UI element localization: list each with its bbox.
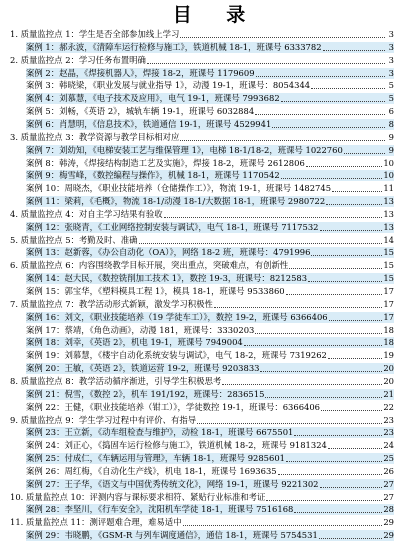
toc-entry-text: 3. 质量监控点 3：教学资源与教学目标相对应	[10, 131, 180, 142]
toc-page-number: 19	[383, 350, 394, 361]
toc-case-entry[interactable]	[26, 80, 394, 91]
toc-entry-text: 案例 4：刘慕慧，《电子技术及应用》，电气 19-1，班课号 7993682	[26, 93, 280, 104]
dot-leader	[281, 100, 385, 102]
toc-page-number: 3	[388, 67, 394, 78]
toc-case-entry[interactable]	[26, 479, 394, 490]
toc-entry-text: 案例 18：刘幸，《英语 2》，机电 19-1，班课号 7949004	[26, 337, 243, 348]
toc-page-number: 17	[383, 286, 394, 296]
dot-leader	[326, 203, 382, 205]
toc-page-number: 3	[388, 29, 394, 39]
dot-leader	[344, 152, 385, 154]
toc-entry-text: 案例 6：肖慧明，《信息技术》，铁道通信 19-1，班课号 4529941	[26, 118, 272, 129]
toc-entry-text: 案例 8：韩涛，《焊接结构制造工艺及实施》，焊接 18-2，班课号 2612806	[26, 157, 305, 168]
toc-case-entry[interactable]	[26, 312, 394, 323]
toc-entry-text: 案例 7：刘幼知，《电梯安装工艺与维保管理 1》，电梯 18-1/18-2，班课号 1022760	[26, 144, 343, 155]
toc-case-entry[interactable]	[26, 119, 394, 130]
toc-entry-text: 案例 12：张晓青，《工业网络控制安装与调试》，电气 18-1，班课号 7117532	[26, 221, 319, 232]
toc-section-entry[interactable]	[10, 55, 394, 66]
toc-entry-text: 8. 质量监控点 8：教学活动循序渐进，引导学生积极思考	[10, 375, 222, 386]
toc-case-entry[interactable]	[26, 402, 394, 413]
toc-page-number: 20	[383, 375, 394, 386]
toc-case-entry[interactable]	[26, 325, 394, 336]
toc-entry-text: 案例 3：韩晓梁，《职业发展与就业指导 1》，动漫 19-1，班课号：8054344	[26, 80, 311, 91]
dot-leader	[308, 280, 382, 282]
toc-page-number: 29	[383, 517, 394, 528]
dot-leader	[266, 499, 382, 501]
dot-leader	[180, 139, 385, 141]
dot-leader	[256, 75, 385, 77]
toc-page-number: 17	[383, 311, 394, 322]
dot-leader	[320, 229, 383, 231]
toc-case-entry[interactable]	[26, 106, 394, 117]
dot-leader	[286, 293, 383, 295]
toc-entry-text: 案例 5：刘畅，《英语 2》，城轨车辆 19-1，班课号 6032884	[26, 106, 255, 117]
toc-case-entry[interactable]	[26, 389, 394, 400]
dot-leader	[320, 486, 383, 488]
toc-page-number: 13	[383, 208, 394, 219]
dot-leader	[311, 254, 382, 256]
toc-case-entry[interactable]	[26, 427, 394, 438]
toc-entry-text: 案例 20：王敏，《英语 2》，铁道运营 19-2，班课号 9203833	[26, 363, 260, 374]
toc-entry-text: 案例 28：李坚川，《行车安全》，沈阳机车学徒 18-1，班课号 7516168	[26, 504, 294, 515]
toc-entry-text: 11. 质量监控点 11：测评题难合理，难易适中	[10, 517, 182, 528]
toc-page-number: 18	[383, 337, 394, 348]
dot-leader	[222, 383, 382, 385]
dot-leader	[323, 49, 385, 51]
toc-entry-text: 6. 质量监控点 6：内容围绕教学目标开展，突出重点，突破难点，有创新性	[10, 260, 289, 271]
toc-entry-text: 案例 11：梁莉，《毛概》，物流 18-1/动漫 18-1/大数据 18-1，班课号 2980722	[26, 196, 326, 207]
toc-entry-text: 案例 22：王健，《职业技能培养（钳工）》，学徒数控 19-1，班课号：6366406	[26, 401, 321, 412]
toc-entry-text: 案例 16：刘文，《职业技能培养（19 学徒车工）》，数控 19-2，班课号 6366406	[26, 311, 328, 322]
toc-page-number: 22	[383, 401, 394, 412]
toc-case-entry[interactable]	[26, 453, 394, 464]
dot-leader	[286, 460, 382, 462]
toc-entry-text: 案例 17：蔡靖，《角色动画》，动漫 181，班课号：3330203	[26, 324, 255, 335]
toc-section-entry[interactable]	[10, 29, 394, 40]
toc-entry-text: 案例 14：赵大民，《数控铣削加工技术 1》，数控 19-3，班课号：8212583	[26, 273, 308, 284]
dot-leader	[139, 242, 383, 244]
dot-leader	[306, 165, 383, 167]
toc-page-number: 17	[383, 298, 394, 309]
toc-page-number: 25	[383, 453, 394, 464]
toc-case-entry[interactable]	[26, 170, 394, 181]
toc-entry-text: 案例 26：周红梅，《自动化生产线》，机电 18-1，班课号 1693635	[26, 465, 277, 476]
toc-page-number: 24	[383, 440, 394, 451]
dot-leader	[294, 434, 382, 436]
toc-case-entry[interactable]	[26, 145, 394, 156]
toc-case-entry[interactable]	[26, 504, 394, 515]
toc-page-number: 3	[388, 54, 394, 65]
dot-leader	[255, 113, 385, 115]
toc-case-entry[interactable]	[26, 350, 394, 361]
toc-page-number: 10	[383, 170, 394, 181]
toc-case-entry[interactable]	[26, 183, 394, 194]
toc-entry-text: 1. 质量监控点 1：学生是否全部参加线上学习	[10, 29, 180, 39]
toc-entry-text: 案例 25：付成仁，《车辆运用与管理》，车辆 18-1，班课号 9285601	[26, 453, 285, 464]
dot-leader	[311, 87, 385, 89]
toc-case-entry[interactable]	[26, 93, 394, 104]
toc-entry-text: 案例 2：赵晶，《焊接机器人》，焊接 18-2，班课号 1179609	[26, 67, 255, 78]
dot-leader	[183, 524, 383, 526]
toc-entry-text: 10. 质量监控点 10：评测内容与课标要求相符、紧贴行业标准和考证	[10, 491, 266, 502]
toc-page-number: 18	[383, 324, 394, 335]
toc-page-number: 15	[383, 273, 394, 284]
toc-case-entry[interactable]	[26, 247, 394, 258]
toc-entry-text: 9. 质量监控点 9：学生学习过程中有评价、有指导	[10, 414, 197, 425]
dot-leader	[321, 409, 382, 411]
dot-leader	[319, 537, 383, 539]
toc-case-entry[interactable]	[26, 530, 394, 541]
toc-case-entry[interactable]	[26, 363, 394, 374]
toc-page-number: 15	[383, 260, 394, 271]
toc-page-number: 9	[388, 131, 394, 142]
toc-section-entry[interactable]	[10, 376, 394, 387]
dot-leader	[294, 511, 382, 513]
dot-leader	[197, 422, 382, 424]
toc-page-number: 5	[388, 80, 394, 91]
toc-entry-text: 案例 27：王子华，《语文与中国优秀传统文化》，网络 19-1，班课号 9221302	[26, 478, 319, 489]
toc-entry-text: 案例 21：倪雪，《数控 2》，机车 191/192，班课号：2836515	[26, 388, 265, 399]
toc-page-number: 9	[388, 144, 394, 155]
toc-page-number: 23	[383, 427, 394, 438]
dot-leader	[265, 396, 382, 398]
toc-page-number: 26	[383, 465, 394, 476]
page-title: 目 录	[172, 4, 260, 26]
toc-entry-text: 4. 质量监控点 4：对自主学习结果有验收	[10, 208, 163, 219]
dot-leader	[164, 216, 383, 218]
toc-entry-text: 案例 13：赵新蓉，《办公自动化（OA）》，网络 18-2 班，班课号：4791996	[26, 247, 311, 258]
toc-page-number: 11	[383, 183, 394, 194]
dot-leader	[244, 344, 383, 346]
toc-page-number: 13	[383, 196, 394, 207]
toc-section-entry[interactable]	[10, 415, 394, 426]
toc-page-number: 21	[383, 388, 394, 399]
toc-page-number: 23	[383, 414, 394, 425]
toc-case-entry[interactable]	[26, 337, 394, 348]
toc-case-entry[interactable]	[26, 68, 394, 79]
toc-entry-text: 案例 9：梅雪峰，《数控编程与操作》，机械 18-1，班课号 1170542	[26, 170, 280, 181]
toc-page-number: 27	[383, 491, 394, 502]
toc-page-number: 13	[383, 221, 394, 232]
dot-leader	[332, 190, 382, 192]
toc-page-number: 15	[383, 247, 394, 258]
dot-leader	[281, 177, 383, 179]
toc-entry-text: 案例 23：王立新，《动车组检查与维护》，动检 18-1，班课号 6675501	[26, 427, 294, 438]
toc-page-number: 10	[383, 157, 394, 168]
dot-leader	[260, 370, 382, 372]
toc-entry-text: 案例 1：郝永波，《清障车运行检修与施工》，铁道机械 18-1，班课号 6333782	[26, 41, 322, 52]
toc-entry-text: 案例 29：韦晓鹏，《GSM-R 与列车调度通信》，通信 18-1，班课号 5754531	[26, 530, 318, 541]
dot-leader	[289, 267, 382, 269]
toc-page-number: 8	[388, 118, 394, 129]
dot-leader	[147, 62, 385, 64]
toc-entry-text: 案例 15：郭宝华，《塑料模具工程 1》，模具 18-1，班课号 9533860	[26, 286, 285, 296]
toc-page-number: 6	[388, 106, 394, 117]
toc-section-entry[interactable]	[10, 235, 394, 246]
toc-section-entry[interactable]	[10, 299, 394, 310]
dot-leader	[255, 332, 382, 334]
dot-leader	[180, 36, 385, 38]
toc-case-entry[interactable]	[26, 222, 394, 233]
toc-entry-text: 案例 10：周晓杰，《职业技能培养（仓储操作工）》，物流 19-1，班课号 1482745	[26, 183, 332, 194]
toc-case-entry[interactable]	[26, 196, 394, 207]
dot-leader	[328, 357, 382, 359]
toc-page-number: 27	[383, 478, 394, 489]
toc-case-entry[interactable]	[26, 286, 394, 297]
toc-case-entry[interactable]	[26, 273, 394, 284]
toc-section-entry[interactable]	[10, 517, 394, 528]
dot-leader	[329, 319, 383, 321]
toc-section-entry[interactable]	[10, 260, 394, 271]
toc-case-entry[interactable]	[26, 42, 394, 53]
toc-entry-text: 2. 质量监控点 2：学习任务布置明确	[10, 54, 146, 65]
toc-entry-text: 案例 19：刘慕慧，《楼宇自动化系统安装与调试》，电气 18-2，班课号 7319262	[26, 350, 327, 361]
dot-leader	[278, 473, 383, 475]
toc-section-entry[interactable]	[10, 492, 394, 503]
toc-case-entry[interactable]	[26, 440, 394, 451]
toc-entry-text: 案例 24：刘正心，《捣固车运行检修与施工》，铁道机械 18-2，班课号 9181324	[26, 440, 327, 451]
toc-case-entry[interactable]	[26, 466, 394, 477]
toc-page-number: 20	[383, 363, 394, 374]
dot-leader	[214, 306, 382, 308]
toc-page-number: 3	[388, 41, 394, 52]
toc-section-entry[interactable]	[10, 209, 394, 220]
toc-entry-text: 7. 质量监控点 7：教学活动形式新颖，激发学习积极性	[10, 298, 213, 309]
toc-case-entry[interactable]	[26, 158, 394, 169]
toc-page-number: 14	[383, 234, 394, 245]
toc-section-entry[interactable]	[10, 132, 394, 143]
toc-page-number: 29	[383, 530, 394, 541]
dot-leader	[272, 126, 385, 128]
toc-page-number: 5	[388, 93, 394, 104]
dot-leader	[328, 447, 382, 449]
toc-entry-text: 5. 质量监控点 5：考勤及时、准确	[10, 234, 138, 245]
toc-page-number: 28	[383, 504, 394, 515]
